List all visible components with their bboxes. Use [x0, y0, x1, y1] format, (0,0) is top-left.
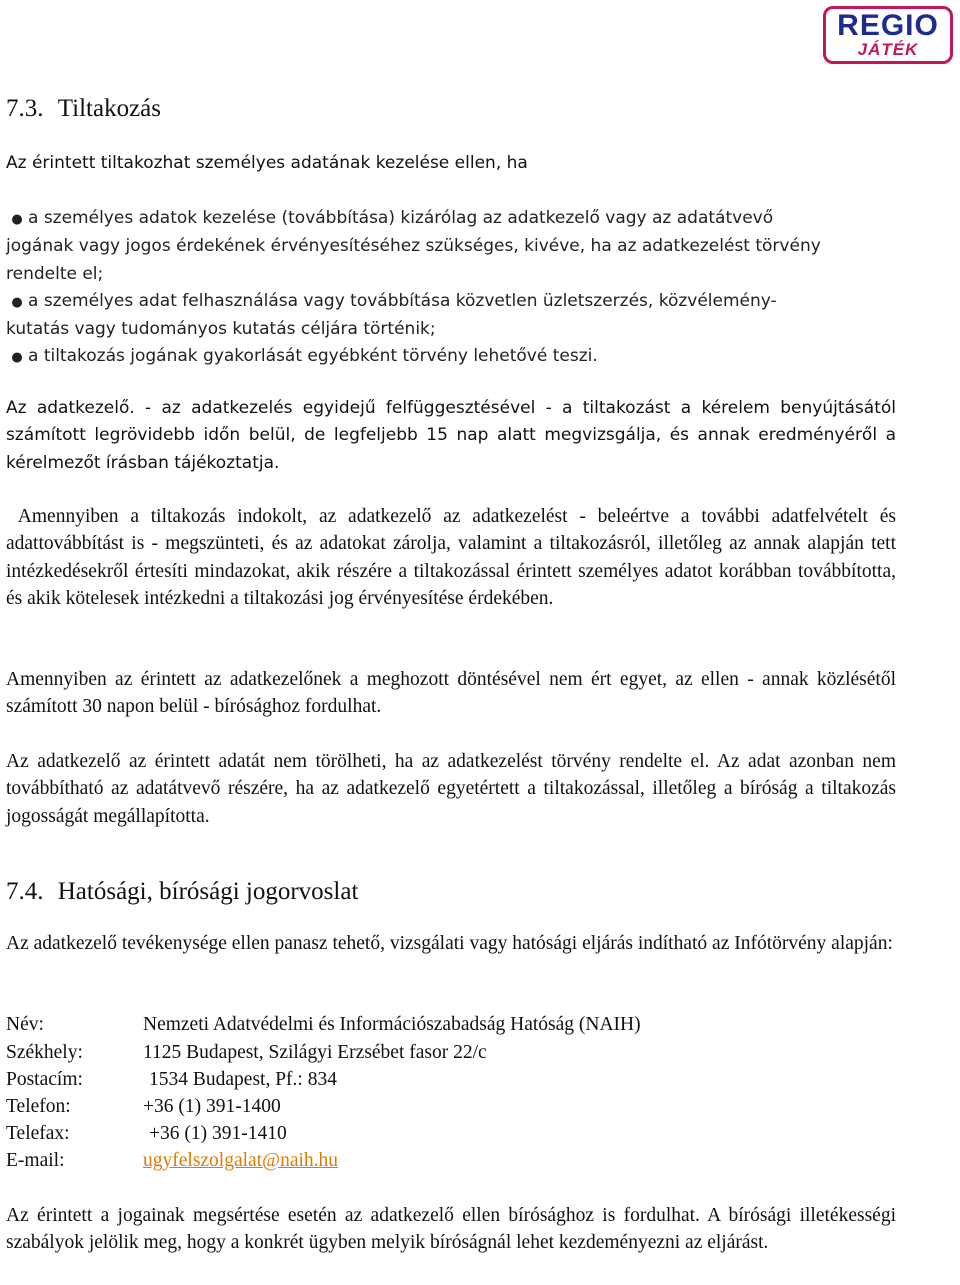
list-item-line1: a személyes adat felhasználása vagy továbbítása közvetlen üzletszerzés, közvélemény-: [28, 290, 777, 311]
list-item: [6, 343, 896, 371]
paragraph-court-appeal: Amennyiben az érintett az adatkezelőnek a meghozott döntésével nem ért egyet, az ellen - annak közlésétől számított 30 napon belül - bírósághoz fordulhat.: [6, 669, 896, 718]
contact-value: +36 (1) 391-1400: [143, 1096, 281, 1117]
section-73-intro: Az érintett tiltakozhat személyes adatának kezelése ellen, ha: [6, 153, 528, 173]
email-link[interactable]: ugyfelszolgalat@naih.hu: [143, 1150, 339, 1171]
paragraph-deletion: Az adatkezelő az érintett adatát nem törölheti, ha az adatkezelést törvény rendelte el. Az adat azonban nem továbbítható az adatátvevő részére, ha az adatkezelő egyetértett a tiltakozással, illetőleg a bíróság a tiltakozás jogosságát megállapította.: [6, 751, 896, 827]
contact-value: 1125 Budapest, Szilágyi Erzsébet fasor 22/c: [143, 1042, 487, 1063]
bullet-icon: ●: [11, 350, 23, 366]
list-item-line1: a személyes adatok kezelése (továbbítása) kizárólag az adatkezelő vagy az adatátvevő: [28, 208, 774, 228]
section-74-intro: Az adatkezelő tevékenysége ellen panasz tehető, vizsgálati vagy hatósági eljárás indítható az Infótörvény alapján:: [6, 933, 893, 954]
contact-label: Név:: [6, 1014, 44, 1035]
bullet-icon: ●: [11, 294, 23, 310]
section-73-number: 7.3.: [6, 95, 44, 122]
contact-label: E-mail:: [6, 1150, 65, 1171]
contact-value: +36 (1) 391-1410: [149, 1123, 287, 1144]
logo-line2: JÁTÉK: [857, 40, 919, 59]
section-74-title: Hatósági, bírósági jogorvoslat: [57, 878, 359, 905]
contact-value: Nemzeti Adatvédelmi és Információszabadság Hatóság (NAIH): [143, 1014, 641, 1035]
contact-label: Postacím:: [6, 1069, 83, 1090]
list-item-rest: kutatás vagy tudományos kutatás céljára történik;: [6, 319, 436, 340]
contact-label: Székhely:: [6, 1042, 83, 1063]
logo-line1: REGIO: [837, 9, 939, 42]
section-74-heading: [6, 877, 358, 907]
regio-jatek-logo: [823, 6, 953, 64]
list-item-rest: jogának vagy jogos érdekének érvényesítéséhez szükséges, kivéve, ha az adatkezelést törvény rendelte el;: [6, 236, 821, 284]
list-item: [6, 205, 896, 288]
paragraph-justified-objection: Amennyiben a tiltakozás indokolt, az adatkezelő az adatkezelést - beleértve a további adatfelvételt és adattovábbítást is - megszünteti, és az adatokat zárolja, valamint a tiltakozásról, illetőleg az annak alapján tett intézkedésekről értesíti mindazokat, akik részére a tiltakozással érintett személyes adatot korábban továbbította, és akik kötelesek intézkedni a tiltakozási jog érvényesítése érdekében.: [6, 506, 901, 609]
list-item-line1: a tiltakozás jogának gyakorlását egyébként törvény lehetővé teszi.: [28, 346, 598, 367]
section-74-number: 7.4.: [6, 878, 44, 905]
contact-label: Telefax:: [6, 1123, 70, 1144]
objection-conditions-list: [6, 205, 896, 372]
paragraph-review: Az adatkezelő. - az adatkezelés egyidejű felfüggesztésével - a tiltakozást a kérelem benyújtásától számított legrövidebb időn belül, de legfeljebb 15 nap alatt megvizsgálja, és annak eredményéről a kérelmezőt írásban tájékoztatja.: [6, 398, 896, 473]
list-item: [6, 288, 896, 344]
contact-value: 1534 Budapest, Pf.: 834: [149, 1069, 337, 1090]
contact-label: Telefon:: [6, 1096, 71, 1117]
bullet-icon: ●: [11, 212, 23, 227]
section-73-title: Tiltakozás: [57, 95, 161, 122]
section-73-heading: [6, 94, 161, 124]
paragraph-closing: Az érintett a jogainak megsértése esetén az adatkezelő ellen bírósághoz is fordulhat. A bírósági illetékességi szabályok jelölik meg, hogy a konkrét ügyben melyik bíróságnál lehet kezdeményezni az eljárást.: [6, 1205, 896, 1254]
